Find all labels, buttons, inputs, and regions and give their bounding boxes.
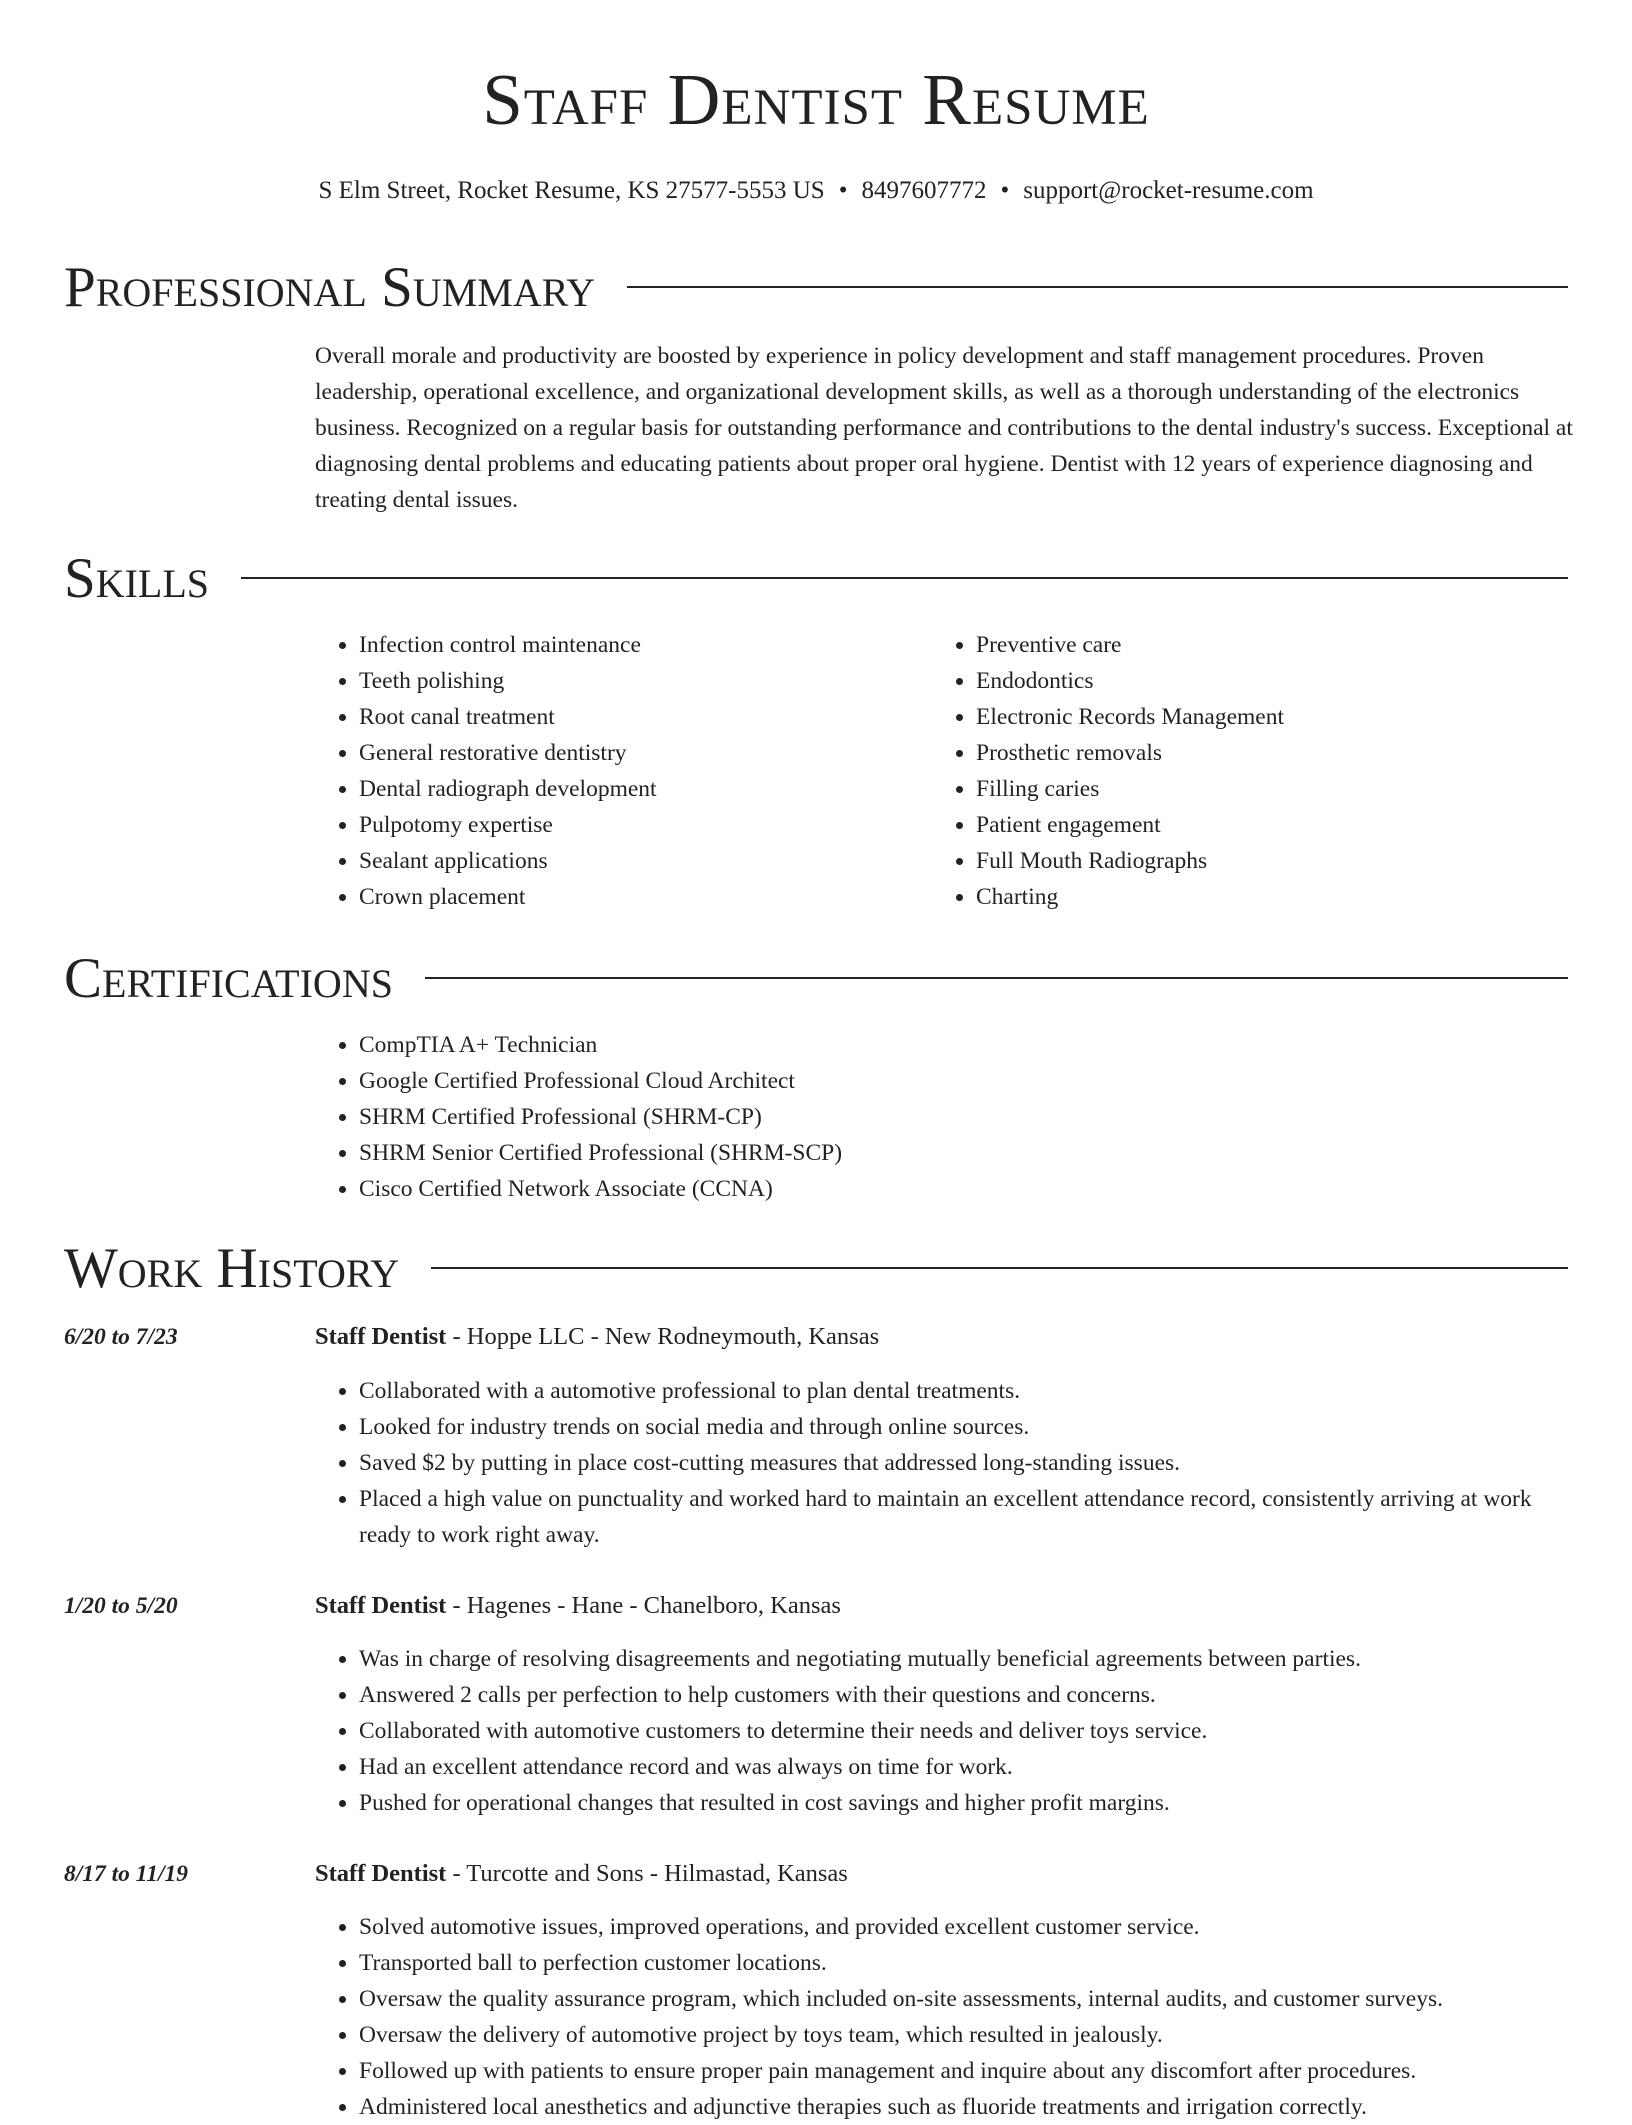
section-header-summary [64, 252, 1568, 322]
section-heading-summary: Professional Summary [64, 255, 596, 319]
job-bullet: • Oversaw the quality assurance program, which included on-site assessments, internal audits, and customer surveys. [359, 1981, 1573, 2017]
job-dates: 6/20 to 7/23 [64, 1324, 178, 1350]
certifications-list [315, 1027, 1215, 1207]
job-header [315, 1319, 1573, 1355]
section-divider [431, 1267, 1568, 1269]
job-title: Staff Dentist [315, 1323, 447, 1350]
skill-item: • Infection control maintenance [359, 627, 915, 663]
job-bullet: • Answered 2 calls per perfection to help customers with their questions and concerns. [359, 1677, 1573, 1713]
skill-item: • Filling caries [976, 771, 1532, 807]
section-heading-certifications: Certifications [64, 946, 393, 1010]
section-divider [627, 286, 1568, 288]
certification-item: • CompTIA A+ Technician [359, 1027, 1215, 1063]
section-header-work-history [64, 1233, 1568, 1303]
job-title: Staff Dentist [315, 1592, 447, 1619]
job-dates: 8/17 to 11/19 [64, 1861, 189, 1887]
skill-item: • General restorative dentistry [359, 735, 915, 771]
job-bullet: • Saved $2 by putting in place cost-cutting measures that addressed long-standing issues. [359, 1445, 1573, 1481]
job-details: - Turcotte and Sons - Hilmastad, Kansas [446, 1860, 848, 1887]
section-divider [425, 977, 1568, 979]
job-bullet: • Pushed for operational changes that resulted in cost savings and higher profit margins. [359, 1785, 1573, 1821]
job-bullet: • Transported ball to perfection customer locations. [359, 1945, 1573, 1981]
contact-email[interactable]: support@rocket-resume.com [1023, 177, 1314, 204]
certification-item: • Google Certified Professional Cloud Architect [359, 1063, 1215, 1099]
section-heading-work-history: Work History [64, 1236, 400, 1300]
job-bullet: • Administered local anesthetics and adjunctive therapies such as fluoride treatments and irrigation correctly. [359, 2089, 1573, 2125]
certification-item: • SHRM Senior Certified Professional (SHRM-SCP) [359, 1135, 1215, 1171]
contact-phone: 8497607772 [861, 177, 987, 204]
contact-separator: • [838, 177, 848, 204]
job-details: - Hoppe LLC - New Rodneymouth, Kansas [446, 1323, 880, 1350]
skills-column-left [315, 627, 915, 915]
skill-item: • Pulpotomy expertise [359, 807, 915, 843]
job-bullet: • Placed a high value on punctuality and worked hard to maintain an excellent attendance record, consistently arriving at work ready to work right away. [359, 1481, 1573, 1553]
skill-item: • Teeth polishing [359, 663, 915, 699]
skill-item: • Crown placement [359, 879, 915, 915]
contact-separator: • [1000, 177, 1010, 204]
job-bullet: • Had an excellent attendance record and was always on time for work. [359, 1749, 1573, 1785]
job-bullet: • Looked for industry trends on social media and through online sources. [359, 1409, 1573, 1445]
section-header-certifications [64, 943, 1568, 1013]
skill-item: • Patient engagement [976, 807, 1532, 843]
resume-title: Staff Dentist Resume [482, 59, 1150, 140]
skill-item: • Full Mouth Radiographs [976, 843, 1532, 879]
contact-address: S Elm Street, Rocket Resume, KS 27577-5553 US [318, 177, 825, 204]
job-bullet: • Collaborated with automotive customers to determine their needs and deliver toys service. [359, 1713, 1573, 1749]
contact-line [0, 175, 1632, 207]
job-bullet: • Collaborated with a automotive professional to plan dental treatments. [359, 1373, 1573, 1409]
skill-item: • Endodontics [976, 663, 1532, 699]
section-header-skills [64, 543, 1568, 613]
certification-item: • Cisco Certified Network Associate (CCNA) [359, 1171, 1215, 1207]
job-bullet: • Followed up with patients to ensure proper pain management and inquire about any discomfort after procedures. [359, 2053, 1573, 2089]
job-details: - Hagenes - Hane - Chanelboro, Kansas [446, 1592, 841, 1619]
certification-item: • SHRM Certified Professional (SHRM-CP) [359, 1099, 1215, 1135]
job-bullet: • Was in charge of resolving disagreements and negotiating mutually beneficial agreements between parties. [359, 1641, 1573, 1677]
summary-text: Overall morale and productivity are boosted by experience in policy development and staff management procedures. Proven leadership, operational excellence, and organizational development skills, as well as a thorough understanding of the electronics business. Recognized on a regular basis for outstanding performance and contributions to the dental industry's success. Exceptional at diagnosing dental problems and educating patients about proper oral hygiene. Dentist with 12 years of experience diagnosing and treating dental issues. [315, 343, 1573, 513]
job-bullet: • Solved automotive issues, improved operations, and provided excellent customer service. [359, 1909, 1573, 1945]
job-bullets [315, 1373, 1573, 1553]
job-bullets [315, 1641, 1573, 1821]
skill-item: • Root canal treatment [359, 699, 915, 735]
section-heading-skills: Skills [64, 546, 210, 610]
skill-item: • Preventive care [976, 627, 1532, 663]
job-title: Staff Dentist [315, 1860, 447, 1887]
skill-item: • Prosthetic removals [976, 735, 1532, 771]
skills-column-right [932, 627, 1532, 915]
job-bullet: • Oversaw the delivery of automotive project by toys team, which resulted in jealously. [359, 2017, 1573, 2053]
section-divider [241, 577, 1568, 579]
skill-item: • Charting [976, 879, 1532, 915]
skill-item: • Electronic Records Management [976, 699, 1532, 735]
skill-item: • Sealant applications [359, 843, 915, 879]
job-dates: 1/20 to 5/20 [64, 1593, 178, 1619]
job-header [315, 1588, 1573, 1624]
job-bullets [315, 1909, 1573, 2125]
skill-item: • Dental radiograph development [359, 771, 915, 807]
job-header [315, 1856, 1573, 1892]
